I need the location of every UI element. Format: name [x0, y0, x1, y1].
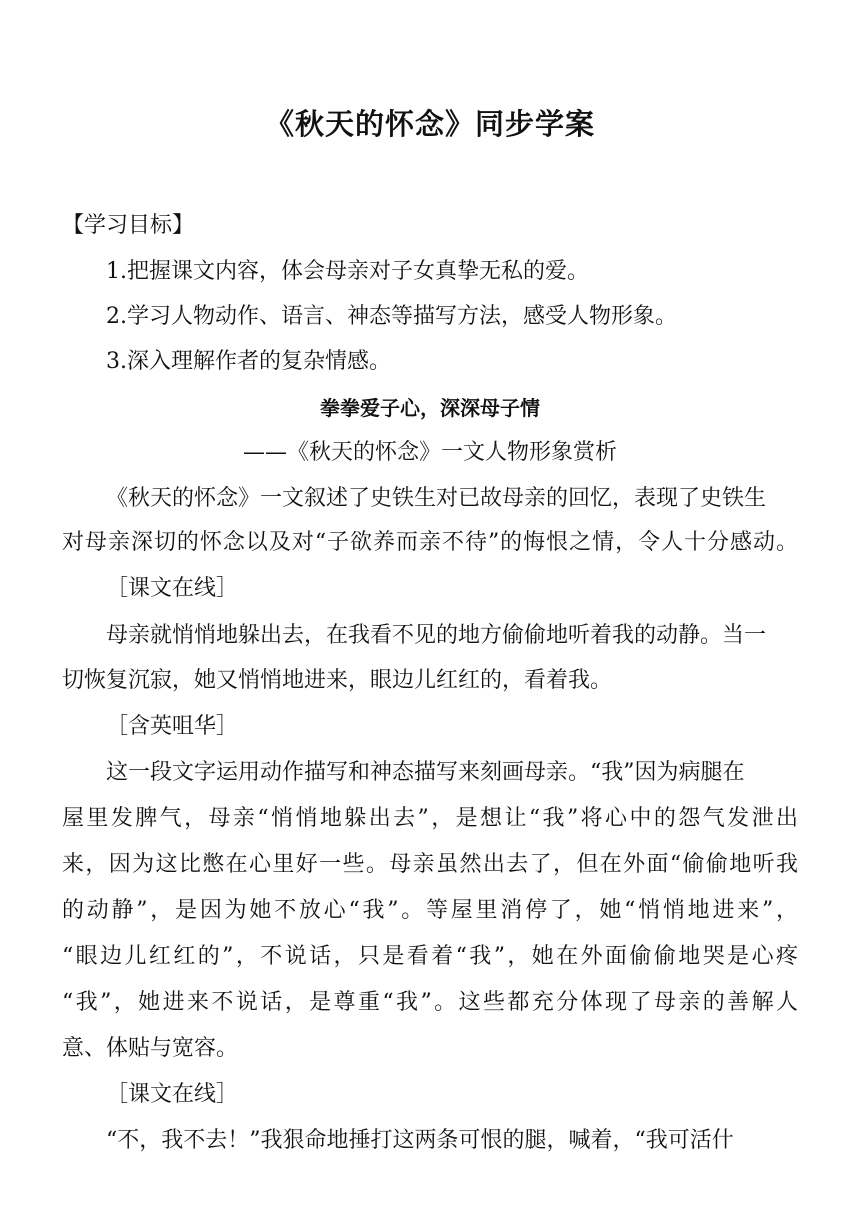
- page-title: 《秋天的怀念》同步学案: [264, 107, 595, 141]
- objective-item: 3.深入理解作者的复杂情感。: [106, 349, 391, 374]
- intro-line: 《秋天的怀念》一文叙述了史铁生对已故母亲的回忆，表现了史铁生: [106, 486, 767, 511]
- objective-item: 1.把握课文内容，体会母亲对子女真挚无私的爱。: [106, 259, 589, 284]
- text-line: 切恢复沉寂，她又悄悄地进来，眼边儿红红的，看着我。: [62, 668, 613, 693]
- intro-line: 对母亲深切的怀念以及对“子欲养而亲不待”的悔恨之情，令人十分感动。: [62, 530, 798, 555]
- objective-item: 2.学习人物动作、语言、神态等描写方法，感受人物形象。: [106, 304, 677, 329]
- analysis-line: “我”，她进来不说话，是尊重“我”。这些都充分体现了母亲的善解人: [62, 990, 798, 1015]
- article-subtitle: ——《秋天的怀念》一文人物形象赏析: [242, 440, 617, 465]
- text-line: 母亲就悄悄地躲出去，在我看不见的地方偷偷地听着我的动静。当一: [106, 623, 767, 648]
- objectives-heading: 【学习目标】: [62, 213, 195, 238]
- analysis-line: 屋里发脾气，母亲“悄悄地躲出去”，是想让“我”将心中的怨气发泄出: [62, 806, 798, 831]
- section-label: ［含英咀华］: [106, 714, 239, 739]
- section-label: ［课文在线］: [106, 576, 239, 601]
- analysis-line: 这一段文字运用动作描写和神态描写来刻画母亲。“我”因为病腿在: [106, 760, 745, 785]
- analysis-line: 意、体贴与宽容。: [62, 1036, 239, 1061]
- analysis-line: 的动静”，是因为她不放心“我”。等屋里消停了，她“悄悄地进来”，: [62, 898, 798, 923]
- text-line: “不，我不去！”我狠命地捶打这两条可恨的腿，喊着，“我可活什: [106, 1128, 734, 1153]
- analysis-line: “眼边儿红红的”，不说话，只是看着“我”，她在外面偷偷地哭是心疼: [62, 944, 798, 969]
- section-label: ［课文在线］: [106, 1082, 239, 1107]
- article-title: 拳拳爱子心，深深母子情: [320, 396, 540, 420]
- analysis-line: 来，因为这比憋在心里好一些。母亲虽然出去了，但在外面“偷偷地听我: [62, 852, 798, 877]
